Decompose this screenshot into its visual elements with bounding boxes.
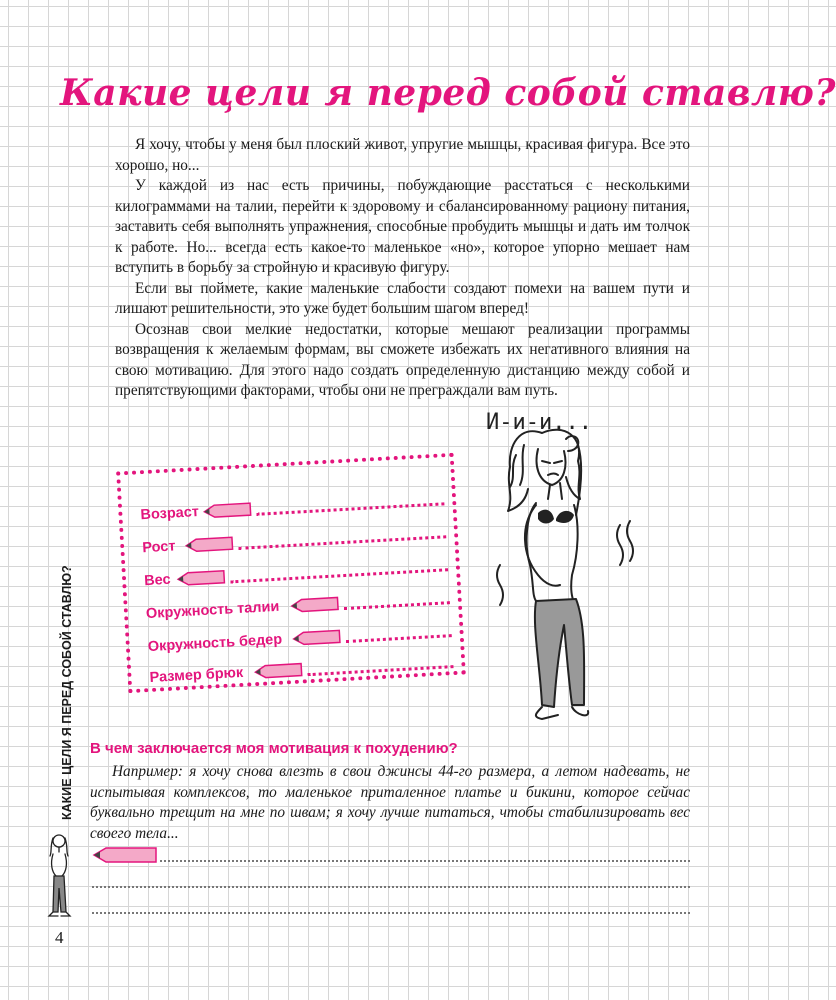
pencil-icon (184, 533, 235, 556)
measurements-card (116, 453, 466, 694)
paragraph: Осознав свои мелкие недостатки, которые мешают реализации программы возвращения к желаемым формам, вы сможете избежать их негативного влияния на свою мотивацию. Для этого надо создать определенную дистанцию между собой и препятствующими факторами, чтобы они не преграждали вам путь. (115, 320, 690, 399)
paragraph: Я хочу, чтобы у меня был плоский живот, упругие мышцы, красивая фигура. Все это хорошо, но... (115, 136, 690, 174)
pencil-icon (92, 844, 158, 866)
pencil-icon (253, 659, 304, 682)
write-line[interactable] (92, 912, 690, 914)
write-line[interactable] (92, 886, 690, 888)
motivation-example (90, 762, 690, 844)
card-label: Вес (143, 571, 172, 590)
paragraph: Если вы поймете, какие маленькие слабости создают помехи на вашем пути и лишают решительности, это уже будет большим шагом вперед! (115, 279, 690, 317)
card-label: Рост (141, 538, 176, 557)
pencil-icon (291, 626, 342, 649)
pencil-icon (202, 499, 253, 522)
speech-callout: И-и-и... (486, 410, 592, 435)
paragraph: У каждой из нас есть причины, побуждающие расстаться с несколькими килограммами на талии, перейти к здоровому и сбалансированному рациону питания, заставить себя выполнять упражнения, способные пробудить мышцы и дать им толчок к работе. Но... всегда есть какое-то маленькое «но», которое упорно мешает нам вступить в борьбу за стройную и красивую фигуру. (115, 177, 690, 276)
card-dots (238, 535, 446, 550)
card-label: Окружность бедер (147, 631, 283, 656)
motivation-heading: В чем заключается моя мотивация к похудению? (90, 740, 458, 757)
sidebar-title: КАКИЕ ЦЕЛИ Я ПЕРЕД СОБОЙ СТАВЛЮ? (60, 565, 74, 820)
intro-text (115, 135, 690, 402)
write-line[interactable] (160, 860, 690, 862)
card-dots (257, 502, 445, 515)
example-text: Например: я хочу снова влезть в свои джинсы 44-го размера, а летом надевать, не испытывая комплексов, то маленькое приталенное платье и бикини, которое сейчас буквально трещит на мне по швам; я хочу лучше питаться, чтобы стабилизировать вес своего тела... (90, 763, 690, 842)
card-label: Размер брюк (149, 664, 244, 687)
card-label: Возраст (140, 504, 200, 524)
card-dots (308, 665, 454, 676)
girl-illustration (480, 415, 690, 725)
card-dots (346, 634, 452, 643)
pencil-icon (289, 593, 340, 616)
page-number: 4 (55, 928, 64, 947)
pencil-icon (176, 567, 227, 590)
card-dots (230, 568, 448, 583)
card-dots (344, 601, 450, 610)
card-label: Окружность талии (145, 598, 280, 623)
mini-girl-illustration (44, 832, 74, 920)
page-title: Какие цели я перед собой ставлю? (60, 72, 836, 114)
